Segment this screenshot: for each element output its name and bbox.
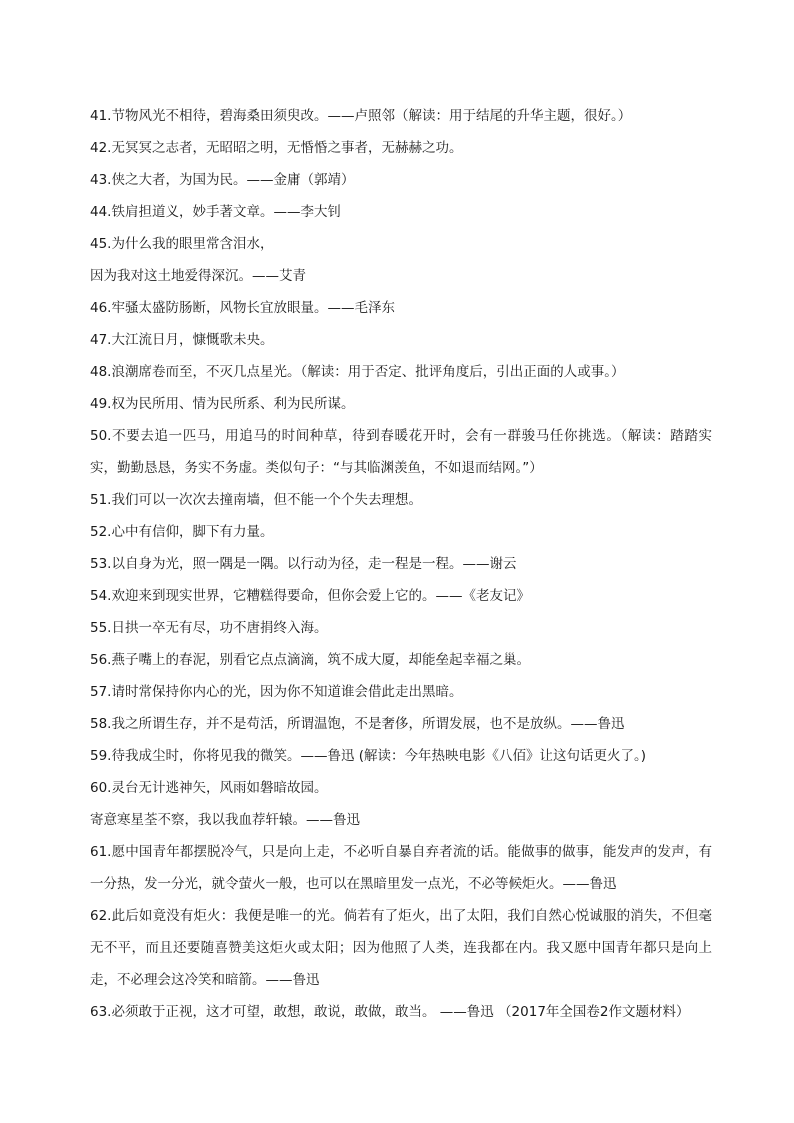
- quote-55: 55.日拱一卒无有尽，功不唐捐终入海。: [90, 620, 328, 636]
- quote-63: 63.必须敢于正视，这才可望，敢想，敢说，敢做，敢当。 ——鲁迅 （2017年全国卷2作文题材料）: [90, 1004, 690, 1020]
- quote-54: 54.欢迎来到现实世界，它糟糕得要命，但你会爱上它的。——《老友记》: [90, 588, 530, 604]
- quote-53: 53.以自身为光，照一隅是一隅。以行动为径，走一程是一程。——谢云: [90, 556, 517, 572]
- quote-51: 51.我们可以一次次去撞南墙，但不能一个个失去理想。: [90, 492, 422, 508]
- quote-50: 50.不要去追一匹马，用追马的时间种草，待到春暖花开时，会有一群骏马任你挑选。（解读：踏踏实实，勤勤恳恳，务实不务虚。类似句子：“与其临渊羡鱼，不如退而结网。”）: [90, 428, 712, 476]
- quote-59: 59.待我成尘时，你将见我的微笑。——鲁迅 (解读：今年热映电影《八佰》让这句话更火了。): [90, 748, 647, 764]
- quote-62: 62.此后如竟没有炬火：我便是唯一的光。倘若有了炬火，出了太阳，我们自然心悦诚服的消失，不但毫无不平，而且还要随喜赞美这炬火或太阳；因为他照了人类，连我都在内。我又愿中国青年都只是向上走，不必理会这冷笑和暗箭。——鲁迅: [90, 908, 712, 988]
- quote-46: 46.牢骚太盛防肠断，风物长宜放眼量。——毛泽东: [90, 300, 395, 316]
- quote-42: 42.无冥冥之志者，无昭昭之明，无惛惛之事者，无赫赫之功。: [90, 140, 463, 156]
- quote-60-line-2: 寄意寒星荃不察，我以我血荐轩辕。——鲁迅: [90, 812, 360, 828]
- quote-57: 57.请时常保持你内心的光，因为你不知道谁会借此走出黑暗。: [90, 684, 463, 700]
- quote-48: 48.浪潮席卷而至，不灭几点星光。（解读：用于否定、批评角度后，引出正面的人或事。）: [90, 364, 625, 380]
- quote-60-line-1: 60.灵台无计逃神矢，风雨如磐暗故园。: [90, 780, 328, 796]
- quote-47: 47.大江流日月，慷慨歌未央。: [90, 332, 274, 348]
- quote-56: 56.燕子嘴上的春泥，别看它点点滴滴，筑不成大厦，却能垒起幸福之巢。: [90, 652, 530, 668]
- quote-61: 61.愿中国青年都摆脱冷气，只是向上走，不必听自暴自弃者流的话。能做事的做事，能发声的发声，有一分热，发一分光，就令萤火一般，也可以在黑暗里发一点光，不必等候炬火。——鲁迅: [90, 844, 712, 892]
- quote-45-line-1: 45.为什么我的眼里常含泪水，: [90, 236, 274, 252]
- quote-45-line-2: 因为我对这土地爱得深沉。——艾青: [90, 268, 306, 284]
- quote-list: [90, 100, 712, 1028]
- quote-49: 49.权为民所用、情为民所系、利为民所谋。: [90, 396, 355, 412]
- quote-58: 58.我之所谓生存，并不是苟活，所谓温饱，不是奢侈，所谓发展，也不是放纵。——鲁迅: [90, 716, 625, 732]
- quote-43: 43.侠之大者，为国为民。——金庸（郭靖）: [90, 172, 355, 188]
- quote-41: 41.节物风光不相待，碧海桑田须臾改。——卢照邻（解读：用于结尾的升华主题，很好。）: [90, 108, 632, 124]
- quote-44: 44.铁肩担道义，妙手著文章。——李大钊: [90, 204, 341, 220]
- quote-52: 52.心中有信仰，脚下有力量。: [90, 524, 274, 540]
